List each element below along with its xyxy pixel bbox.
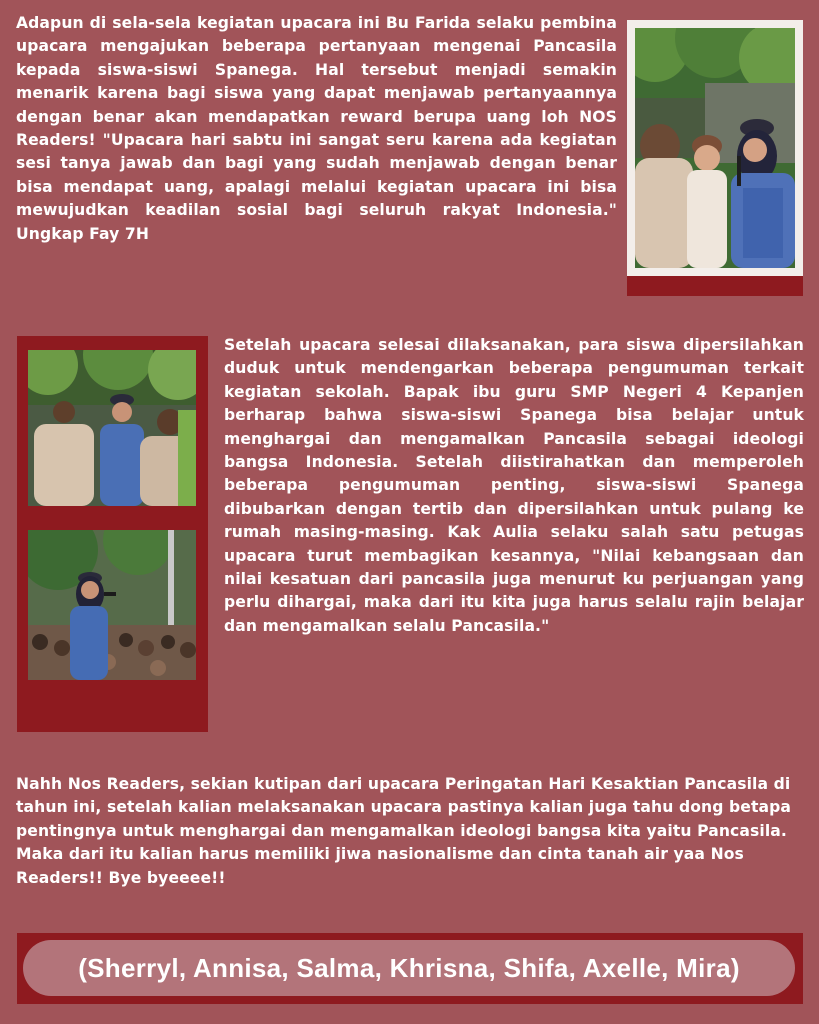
paragraph-after-ceremony: Setelah upacara selesai dilaksanakan, para siswa dipersilahkan duduk untuk mendengarkan beberapa pengumuman terkait kegiatan sekolah. Bapak ibu guru SMP Negeri 4 Kepanjen berharap bahwa siswa-siswi Spanega bisa belajar untuk menghargai dan mengamalkan Pancasila sebagai ideologi bangsa Indonesia. Setelah diistirahatkan dan memperoleh beberapa pengumuman penting, siswa-siswi Spanega dibubarkan dengan tertib dan dipersilahkan untuk pulang ke rumah masing-masing. Kak Aulia selaku salah satu petugas upacara turut membagikan kesannya, "Nilai kebangsaan dan nilai kesatuan dari pancasila juga menurut ku perjuangan yang perlu dihargai, maka dari itu kita juga harus selalu rajin belajar dan mengamalkan selalu Pancasila." [224, 336, 804, 635]
credits-bar [17, 933, 803, 1004]
author-credits: (Sherryl, Annisa, Salma, Khrisna, Shifa, Axelle, Mira) [78, 952, 740, 983]
photo-crowd-assembly [28, 530, 196, 680]
photo-teacher-speaking [28, 350, 196, 506]
photo-frame-left [17, 336, 208, 732]
photo-frame-top [627, 20, 803, 296]
credits-pill [23, 940, 795, 996]
photo-paper [627, 20, 803, 276]
paragraph-closing: Nahh Nos Readers, sekian kutipan dari upacara Peringatan Hari Kesaktian Pancasila di tahun ini, setelah kalian melaksanakan upacara pastinya kalian juga tahu dong betapa pentingnya untuk menghargai dan mengamalkan ideologi bangsa kita yaitu Pancasila. Maka dari itu kalian harus memiliki jiwa nasionalisme dan cinta tanah air yaa Nos Readers!! Bye byeeee!! [16, 775, 792, 887]
photo-teacher-with-students [635, 28, 795, 268]
paragraph-question-session: Adapun di sela-sela kegiatan upacara ini Bu Farida selaku pembina upacara mengajukan beberapa pertanyaan mengenai Pancasila kepada siswa-siswi Spanega. Hal tersebut menjadi semakin menarik karena bagi siswa yang dapat menjawab pertanyaannya dengan benar akan mendapatkan reward berupa uang loh NOS Readers! "Upacara hari sabtu ini sangat seru karena ada kegiatan sesi tanya jawab dan bagi yang sudah menjawab dengan benar bisa mendapat uang, apalagi melalui kegiatan upacara ini bisa mewujudkan keadilan sosial bagi seluruh rakyat Indonesia." Ungkap Fay 7H [16, 14, 617, 243]
